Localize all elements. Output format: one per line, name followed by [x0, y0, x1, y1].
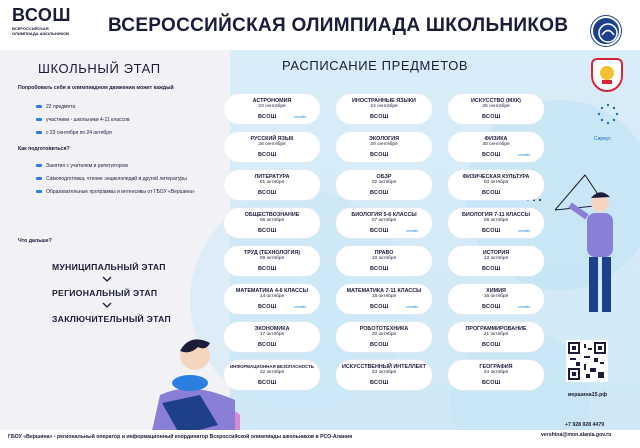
prepare-question: Как подготовиться?	[18, 146, 70, 152]
subject-card	[224, 208, 320, 238]
vsosh-mini-logo: ВСОШ	[370, 114, 389, 120]
intro-text: Попробовать себя в олимпиадном движении может каждый	[18, 85, 174, 91]
subject-name: ТРУД (ТЕХНОЛОГИЯ)	[243, 250, 301, 256]
subject-name: МАТЕМАТИКА 4-6 КЛАССЫ	[235, 288, 309, 294]
subject-name: ГЕОГРАФИЯ	[479, 364, 513, 370]
vsosh-mini-logo: ВСОШ	[370, 266, 389, 272]
subject-card	[336, 322, 432, 352]
subject-name: ОБЗР	[376, 174, 392, 180]
subject-date: 15 октября	[371, 294, 397, 299]
sirius-caption: Сириус	[594, 136, 611, 142]
subject-date: 09 октября	[259, 256, 285, 261]
vsosh-mini-logo: ВСОШ	[258, 228, 277, 234]
online-badge: онлайн	[518, 305, 531, 309]
fact-item: с 23 сентября по 24 октября	[36, 130, 206, 136]
subject-name: ИСКУССТВЕННЫЙ ИНТЕЛЛЕКТ	[342, 364, 426, 370]
vsosh-mini-logo: ВСОШ	[482, 190, 501, 196]
sirius-logo-icon	[596, 102, 620, 126]
subject-date: 06 октября	[259, 218, 285, 223]
page-title: ВСЕРОССИЙСКАЯ ОЛИМПИАДА ШКОЛЬНИКОВ	[108, 15, 569, 36]
subject-card	[448, 94, 544, 124]
vsosh-mini-logo: ВСОШ	[370, 342, 389, 348]
vsosh-logo	[12, 6, 74, 46]
subject-date: 02 октября	[371, 180, 397, 185]
subject-name: БИОЛОГИЯ 7-11 КЛАССЫ	[462, 212, 530, 218]
subject-card	[224, 170, 320, 200]
prepare-item: Образовательные программы и интенсивы от ГБОУ «Вершина»	[36, 189, 206, 195]
vsosh-mini-logo: ВСОШ	[482, 304, 501, 310]
subject-card	[336, 170, 432, 200]
vsosh-mini-logo: ВСОШ	[258, 114, 277, 120]
vsosh-mini-logo: ВСОШ	[258, 266, 277, 272]
subject-card	[224, 94, 320, 124]
subject-date: 21 октября	[483, 332, 509, 337]
subject-date: 08 октября	[483, 218, 509, 223]
subject-date: 23 сентября	[258, 104, 286, 109]
subject-card	[448, 132, 544, 162]
subject-date: 23 октября	[371, 370, 397, 375]
footer-text: ГБОУ «Вершина» - региональный оператор и информационный координатор Всероссийской олимпиады школьников в РСО-Алания	[8, 434, 353, 440]
subject-date: 07 октября	[371, 218, 397, 223]
vsosh-mini-logo: ВСОШ	[258, 152, 277, 158]
subject-card	[224, 284, 320, 314]
subject-name: АСТРОНОМИЯ	[252, 98, 292, 104]
subject-date: 24 октября	[483, 370, 509, 375]
school-stage-title: ШКОЛЬНЫЙ ЭТАП	[38, 61, 161, 76]
subject-name: МАТЕМАТИКА 7-11 КЛАССЫ	[346, 288, 422, 294]
subject-card	[448, 208, 544, 238]
subject-name: ФИЗИКА	[484, 136, 508, 142]
qr-code-icon	[566, 340, 608, 382]
vsosh-mini-logo: ВСОШ	[258, 190, 277, 196]
subject-date: 03 октября	[483, 180, 509, 185]
vsosh-mini-logo: ВСОШ	[482, 114, 501, 120]
subject-name: ЭКОЛОГИЯ	[369, 136, 399, 142]
ministry-emblem-icon	[591, 16, 621, 46]
subject-date: 26 сентября	[258, 142, 286, 147]
subject-date: 17 октября	[259, 332, 285, 337]
subject-card	[448, 246, 544, 276]
subject-date: 20 октября	[371, 332, 397, 337]
subject-name: ПРАВО	[374, 250, 394, 256]
vsosh-mini-logo: ВСОШ	[482, 342, 501, 348]
stage-final: ЗАКЛЮЧИТЕЛЬНЫЙ ЭТАП	[52, 314, 171, 324]
subject-card	[336, 284, 432, 314]
subject-date: 16 октября	[483, 294, 509, 299]
online-badge: онлайн	[294, 305, 307, 309]
vsosh-mini-logo: ВСОШ	[482, 380, 501, 386]
schedule-title: РАСПИСАНИЕ ПРЕДМЕТОВ	[282, 58, 469, 73]
online-badge: онлайн	[406, 305, 419, 309]
subject-card	[448, 284, 544, 314]
subject-date: 01 октября	[259, 180, 285, 185]
subject-name: ФИЗИЧЕСКАЯ КУЛЬТУРА	[462, 174, 530, 180]
vsosh-mini-logo: ВСОШ	[370, 228, 389, 234]
contact-phone[interactable]: +7 928 928 4479	[565, 422, 605, 428]
contact-email[interactable]: vershina@mon.alania.gov.ru	[541, 432, 612, 438]
teacher-illustration	[555, 165, 640, 335]
subject-name: ИНОСТРАННЫЕ ЯЗЫКИ	[352, 98, 416, 104]
vsosh-mini-logo: ВСОШ	[258, 380, 277, 386]
subject-name: ОБЩЕСТВОЗНАНИЕ	[244, 212, 300, 218]
vsosh-mini-logo: ВСОШ	[258, 342, 277, 348]
next-question: Что дальше?	[18, 238, 52, 244]
prepare-item: Самоподготовка, чтение энциклопедий и другой литературы	[36, 176, 206, 182]
stage-regional: РЕГИОНАЛЬНЫЙ ЭТАП	[52, 288, 158, 298]
logo-word: ВСОШ	[12, 5, 71, 25]
subject-card	[224, 360, 320, 390]
subject-card	[336, 246, 432, 276]
prepare-item: Занятия с учителем и репетитором	[36, 163, 206, 169]
subject-date: 30 сентября	[482, 142, 510, 147]
subject-name: ХИМИЯ	[486, 288, 506, 294]
subject-name: ИСКУССТВО (МХК)	[471, 98, 521, 104]
logo-subtitle: ВСЕРОССИЙСКАЯ ОЛИМПИАДА ШКОЛЬНИКОВ	[12, 26, 70, 36]
subject-date: 24 сентября	[370, 104, 398, 109]
subject-name: ПРОГРАММИРОВАНИЕ	[465, 326, 527, 332]
vsosh-mini-logo: ВСОШ	[258, 304, 277, 310]
header	[0, 0, 640, 50]
vsosh-mini-logo: ВСОШ	[482, 266, 501, 272]
chevron-down-icon	[102, 302, 112, 308]
subject-card	[448, 360, 544, 390]
subject-date: 10 октября	[371, 256, 397, 261]
subject-name: РУССКИЙ ЯЗЫК	[250, 136, 294, 142]
facts-list	[36, 104, 206, 143]
subject-date: 13 октября	[483, 256, 509, 261]
online-badge: онлайн	[518, 229, 531, 233]
vsosh-mini-logo: ВСОШ	[370, 380, 389, 386]
subject-card	[224, 132, 320, 162]
vsosh-mini-logo: ВСОШ	[482, 152, 501, 158]
subject-date: 22 октября	[259, 370, 285, 375]
subject-card	[448, 170, 544, 200]
region-coat-of-arms-icon	[591, 58, 623, 92]
subject-date: 29 сентября	[370, 142, 398, 147]
subject-name: ИСТОРИЯ	[482, 250, 510, 256]
online-badge: онлайн	[406, 229, 419, 233]
subject-card	[448, 322, 544, 352]
subject-name: ЛИТЕРАТУРА	[254, 174, 290, 180]
subject-card	[224, 246, 320, 276]
fact-item: участники - школьники 4-11 классов	[36, 117, 206, 123]
prepare-list	[36, 163, 206, 202]
vsosh-mini-logo: ВСОШ	[370, 190, 389, 196]
subject-card	[336, 132, 432, 162]
vsosh-mini-logo: ВСОШ	[482, 228, 501, 234]
subject-date: 25 сентября	[482, 104, 510, 109]
subject-card	[336, 94, 432, 124]
subject-card	[224, 322, 320, 352]
subject-name: ИНФОРМАЦИОННАЯ БЕЗОПАСНОСТЬ	[230, 364, 314, 369]
subject-name: РОБОТОТЕХНИКА	[359, 326, 409, 332]
vsosh-mini-logo: ВСОШ	[370, 304, 389, 310]
fact-item: 22 предмета	[36, 104, 206, 110]
chevron-down-icon	[102, 276, 112, 282]
online-badge: онлайн	[518, 153, 531, 157]
website-link[interactable]: вершина15.рф	[568, 392, 608, 398]
subject-card	[336, 360, 432, 390]
subject-card	[336, 208, 432, 238]
vsosh-mini-logo: ВСОШ	[370, 152, 389, 158]
subject-date: 14 октября	[259, 294, 285, 299]
subject-name: БИОЛОГИЯ 5-6 КЛАССЫ	[351, 212, 417, 218]
online-badge: онлайн	[294, 115, 307, 119]
subject-name: ЭКОНОМИКА	[254, 326, 290, 332]
stage-municipal: МУНИЦИПАЛЬНЫЙ ЭТАП	[52, 262, 166, 272]
